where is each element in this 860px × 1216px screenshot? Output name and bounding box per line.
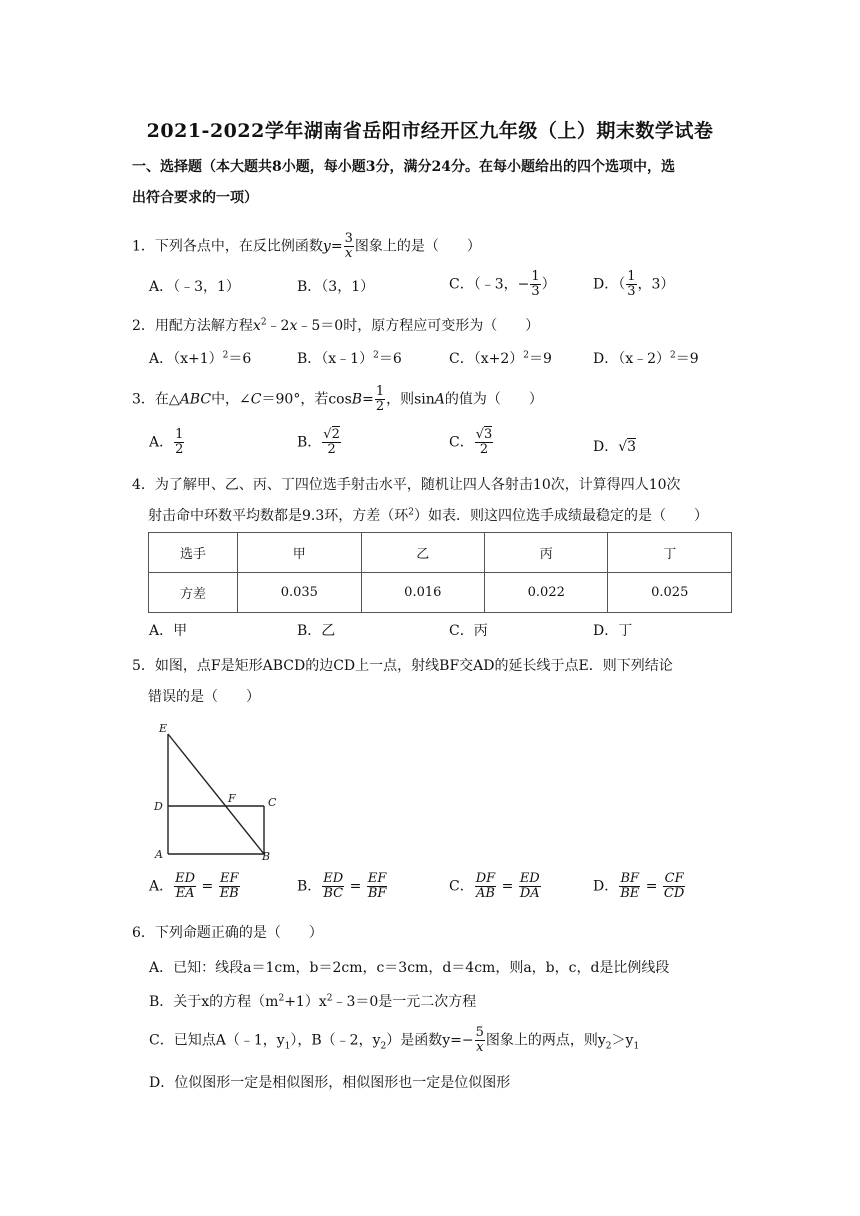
q6-option-b — [149, 991, 476, 1011]
q2-x2: x — [289, 318, 298, 334]
q1-option-b: B．（3，1） — [297, 279, 375, 295]
q1-d-post: ，3） — [637, 276, 675, 293]
q5-b-n1: ED — [323, 871, 344, 886]
q2-c-post: ＝9 — [528, 351, 552, 367]
q3-eq: = — [362, 391, 374, 408]
q5-c-frac1 — [475, 872, 496, 901]
q6-c-pre: C．已知点A（﹣1，y — [149, 1032, 285, 1049]
q3-c-den: 2 — [479, 442, 489, 457]
q3-post2: 的值为（ ） — [444, 391, 543, 408]
q1-y: y — [322, 238, 331, 255]
q5-a-d2: EB — [219, 886, 239, 901]
q5-d-n2: CF — [664, 871, 684, 886]
table-cell: 0.022 — [485, 573, 608, 613]
q5-a-frac1 — [174, 872, 196, 901]
section-heading — [132, 152, 732, 214]
q6-b-post: ﹣3＝0是一元二次方程 — [332, 994, 477, 1010]
q1-d-fraction — [626, 270, 636, 299]
q5-option-b — [297, 872, 388, 901]
q1-eq: = — [330, 238, 343, 255]
q6-c-sub1: 1 — [284, 1041, 291, 1052]
q3-fraction — [375, 385, 385, 414]
q3-option-a — [149, 428, 185, 457]
q3-c: C — [250, 391, 262, 408]
q1-option-d — [593, 270, 674, 299]
q2-a-sup: 2 — [222, 350, 229, 361]
q6-b-pre: B．关于x的方程（m — [149, 994, 279, 1010]
q5-c-n1: DF — [475, 871, 496, 886]
q5-d-d1: BE — [620, 886, 640, 901]
q5-d-frac1 — [619, 872, 640, 901]
label-a: A — [155, 848, 163, 861]
q5-option-a — [149, 872, 241, 901]
q6-c-num: 5 — [475, 1025, 484, 1040]
q4-option-d: D．丁 — [593, 623, 633, 639]
q3-post1: ，则sin — [386, 391, 435, 408]
q6-c-mid2: ）是函数y=− — [386, 1032, 474, 1049]
q6-b-sup: 2 — [278, 993, 285, 1004]
q3-a-label: A． — [149, 434, 174, 451]
q5-a-n1: ED — [175, 871, 196, 886]
q3-c-label: C． — [449, 434, 474, 451]
q5-a-label: A． — [149, 878, 174, 895]
q5-c-d1: AB — [475, 886, 495, 901]
q5-option-c — [449, 872, 542, 901]
q2-mid2: ﹣5＝0时，原方程应可变形为（ ） — [297, 318, 540, 334]
table-header-cell: 乙 — [361, 533, 484, 573]
q3-c-rad: 3 — [484, 427, 493, 442]
q5-b-d2: BF — [367, 886, 387, 901]
geometry-figure — [150, 716, 290, 866]
table-header-cell: 甲 — [238, 533, 361, 573]
section-heading-line1: 一、选择题（本大题共8小题，每小题3分，满分24分。在每小题给出的四个选项中，选 — [132, 159, 675, 175]
q2-sq: 2 — [260, 317, 267, 328]
q3-mid2: ＝90°，若cos — [261, 391, 352, 408]
table-cell: 0.016 — [361, 573, 484, 613]
table-header-cell: 丙 — [485, 533, 608, 573]
q2-option-b — [297, 348, 402, 368]
table-cell: 0.035 — [238, 573, 361, 613]
q2-a-text: A．（x+1） — [149, 351, 223, 367]
q6-b-mid: +1）x — [284, 994, 327, 1010]
q1-c-den: 3 — [531, 284, 540, 299]
q3-mid: 中，∠ — [211, 391, 251, 408]
q5-b-d1: BC — [323, 886, 344, 901]
q1-d-den: 3 — [627, 284, 636, 299]
q3-c-num: √3 — [475, 427, 493, 442]
q5-a-frac2 — [219, 872, 240, 901]
q3-abc: ABC — [179, 391, 212, 408]
q6-b-sup2: 2 — [326, 993, 333, 1004]
q6-c-sub2: 2 — [380, 1041, 387, 1052]
q3-b: B — [351, 391, 363, 408]
q2-d-sup: 2 — [670, 350, 676, 361]
q2-pre: 2．用配方法解方程 — [132, 318, 253, 334]
table-header-cell: 丁 — [608, 533, 732, 573]
q3-option-d: D．√3 — [593, 439, 637, 455]
q2-x: x — [252, 318, 261, 334]
q1-d-num: 1 — [627, 269, 636, 284]
table-row — [149, 533, 732, 573]
q5-c-d2: DA — [519, 886, 540, 901]
q3-frac-den: 2 — [375, 399, 385, 414]
q4-line2-sup: 2 — [408, 507, 414, 518]
q3-b-label: B． — [297, 434, 322, 451]
q3-a-num: 1 — [175, 427, 184, 442]
q3-d-label: D． — [593, 439, 619, 455]
q2-option-c — [449, 348, 552, 368]
question-4-line2 — [148, 505, 708, 525]
question-3-stem — [132, 385, 543, 414]
q1-frac-den: x — [345, 246, 353, 261]
q1-c-post: ） — [541, 276, 556, 293]
q5-b-label: B． — [297, 878, 322, 895]
q4-line2-post: ）如表．则这四位选手成绩最稳定的是（ ） — [414, 508, 708, 524]
q4-option-c: C．丙 — [449, 623, 488, 639]
q6-option-a: A．已知：线段a＝1cm，b＝2cm，c＝3cm，d＝4cm，则a，b，c，d是比例线段 — [149, 960, 670, 976]
q6-option-c — [149, 1026, 639, 1055]
q1-frac-num: 3 — [344, 231, 353, 246]
table-cell: 方差 — [149, 573, 238, 613]
label-c: C — [268, 796, 277, 809]
q2-option-d — [593, 348, 699, 368]
table-header-cell: 选手 — [149, 533, 238, 573]
page-title: 2021-2022学年湖南省岳阳市经开区九年级（上）期末数学试卷 — [146, 120, 714, 142]
q5-d-frac2 — [663, 872, 685, 901]
q3-a: A — [434, 391, 445, 408]
q6-c-sub3: 2 — [605, 1041, 612, 1052]
question-1-stem — [132, 232, 481, 261]
q5-c-eq: = — [501, 878, 514, 895]
q3-b-den: 2 — [327, 442, 336, 457]
q6-c-mid: ），B（﹣2，y — [290, 1032, 381, 1049]
q1-option-c — [449, 270, 556, 299]
q1-c-num: 1 — [531, 269, 540, 284]
q5-c-label: C． — [449, 878, 474, 895]
label-e: E — [159, 722, 168, 735]
q2-d-text: D．（x﹣2） — [593, 351, 671, 367]
q3-a-fraction — [174, 428, 184, 457]
q6-c-gt: ＞y — [611, 1032, 634, 1049]
question-4-line1: 4．为了解甲、乙、丙、丁四位选手射击水平，随机让四人各射击10次，计算得四人10次 — [132, 477, 681, 493]
table-cell: 0.025 — [608, 573, 732, 613]
q3-option-c — [449, 428, 494, 457]
q5-b-n2: EF — [367, 871, 387, 886]
q2-b-text: B．（x﹣1） — [297, 351, 374, 367]
q2-c-sup: 2 — [523, 350, 529, 361]
q1-d-pre: D．（ — [593, 276, 626, 293]
table-row — [149, 573, 732, 613]
q3-frac-num: 1 — [375, 384, 385, 399]
q2-b-post: ＝6 — [378, 351, 402, 367]
q2-d-post: ＝9 — [675, 351, 699, 367]
section-heading-line2: 出符合要求的一项） — [132, 190, 258, 206]
q5-d-n1: BF — [620, 871, 640, 886]
q1-option-a: A．（﹣3，1） — [149, 279, 240, 295]
label-b: B — [262, 850, 271, 863]
q1-text-post: 图象上的是（ ） — [354, 238, 481, 255]
q3-b-fraction — [322, 428, 341, 457]
q5-b-frac1 — [322, 872, 344, 901]
line-eb — [168, 734, 264, 854]
q5-b-eq: = — [349, 878, 362, 895]
q5-b-frac2 — [367, 872, 388, 901]
q3-c-fraction — [475, 428, 494, 457]
q1-c-pre: C．（﹣3，− — [449, 276, 530, 293]
q3-a-den: 2 — [175, 442, 184, 457]
q2-mid: ﹣2 — [266, 318, 290, 334]
q6-c-fraction — [475, 1026, 485, 1055]
q5-a-n2: EF — [219, 871, 239, 886]
q6-c-sub4: 1 — [633, 1041, 640, 1052]
q3-d-rad: 3 — [627, 439, 637, 455]
q3-b-rad: 2 — [331, 427, 340, 442]
q2-c-text: C．（x+2） — [449, 351, 524, 367]
q6-c-den: x — [476, 1040, 484, 1055]
q5-d-d2: CD — [663, 886, 685, 901]
q4-line2-pre: 射击命中环数平均数都是9.3环，方差（环 — [148, 508, 409, 524]
q5-c-frac2 — [519, 872, 541, 901]
q2-option-a — [149, 348, 251, 368]
variance-table — [148, 532, 732, 613]
q6-option-d: D．位似图形一定是相似图形，相似图形也一定是位似图形 — [149, 1075, 511, 1091]
q1-fraction — [344, 232, 354, 261]
q3-option-b — [297, 428, 342, 457]
q5-d-eq: = — [645, 878, 658, 895]
q1-c-fraction — [530, 270, 540, 299]
q3-b-num: √2 — [323, 427, 340, 442]
label-d: D — [154, 800, 163, 813]
question-5-line1: 5．如图，点F是矩形ABCD的边CD上一点，射线BF交AD的延长线于点E．则下列结论 — [132, 658, 673, 674]
q3-pre: 3．在△ — [132, 391, 180, 408]
q5-a-eq: = — [201, 878, 214, 895]
q1-text-pre: 1．下列各点中，在反比例函数 — [132, 238, 323, 255]
q5-option-d — [593, 872, 686, 901]
question-2-stem — [132, 315, 539, 335]
label-f: F — [228, 792, 236, 805]
q4-option-a: A．甲 — [149, 623, 188, 639]
q2-b-sup: 2 — [373, 350, 379, 361]
q2-a-post: ＝6 — [228, 351, 252, 367]
q5-c-n2: ED — [519, 871, 540, 886]
question-5-line2: 错误的是（ ） — [148, 689, 260, 705]
question-6-stem: 6．下列命题正确的是（ ） — [132, 925, 323, 941]
q4-option-b: B．乙 — [297, 623, 336, 639]
q5-d-label: D． — [593, 878, 619, 895]
q6-c-post: 图象上的两点，则y — [485, 1032, 606, 1049]
q5-a-d1: EA — [175, 886, 195, 901]
